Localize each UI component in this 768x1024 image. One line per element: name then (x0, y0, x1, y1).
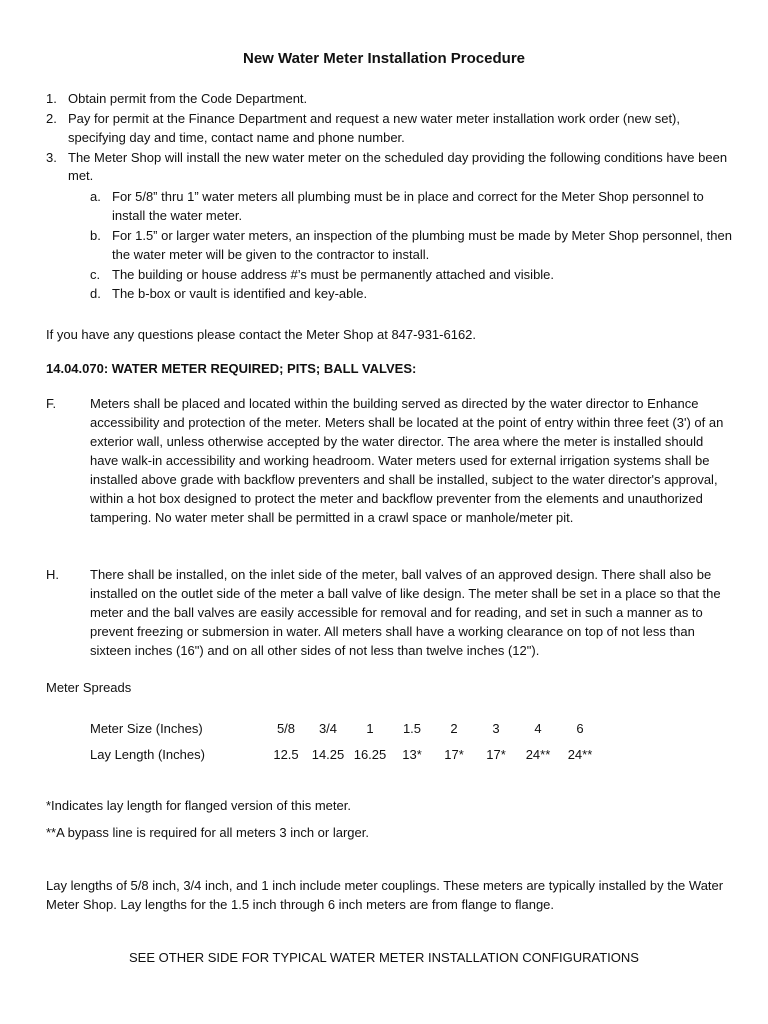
condition-letter: c. (90, 266, 101, 282)
footnote-bypass: **A bypass line is required for all meters 3 inch or larger. (46, 825, 369, 840)
condition-letter: a. (90, 189, 101, 205)
step-item (46, 149, 736, 187)
step-number: 2. (46, 110, 57, 126)
table-cell: 17* (486, 746, 506, 762)
step-item (46, 90, 736, 109)
step-number: 1. (46, 91, 57, 106)
table-cell: 6 (576, 720, 584, 736)
step-text: Pay for permit at the Finance Department and request a new water meter installation work order (new set), specifying day and time, contact name and phone number. (68, 110, 681, 145)
closing-paragraph: Lay lengths of 5/8 inch, 3/4 inch, and 1 inch include meter couplings. These meters are typically installed by the Water Meter Shop. Lay lengths for the 1.5 inch through 6 inch meters are from flange to flange. (46, 878, 724, 912)
table-cell: 14.25 (311, 746, 345, 762)
condition-item (90, 188, 736, 226)
table-cell: 24** (567, 746, 593, 762)
condition-text: The building or house address #’s must be permanently attached and visible. (112, 266, 555, 282)
code-paragraph-f (46, 394, 726, 527)
table-cell: 12.5 (273, 746, 299, 762)
step-number: 3. (46, 149, 57, 165)
condition-list (46, 188, 736, 304)
meter-spreads-table (90, 716, 601, 768)
table-cell: 1.5 (402, 720, 422, 736)
section-heading: 14.04.070: WATER METER REQUIRED; PITS; BALL VALVES: (46, 361, 417, 376)
row-label: Lay Length (Inches) (90, 746, 205, 762)
table-cell: 2 (450, 720, 458, 736)
table-cell: 1 (366, 720, 374, 736)
condition-text: For 5/8” thru 1” water meters all plumbing must be in place and correct for the Meter Shop personnel to install the water meter. (112, 189, 704, 224)
footnote-flanged: *Indicates lay length for flanged version of this meter. (46, 798, 351, 813)
table-cell: 5/8 (276, 720, 296, 736)
table-cell: 3 (492, 720, 500, 736)
table-cell: 4 (534, 720, 542, 736)
condition-item (90, 227, 736, 265)
meter-spreads-heading: Meter Spreads (46, 680, 132, 695)
table-cell: 24** (525, 746, 551, 762)
paragraph-letter: H. (46, 567, 59, 582)
table-cell: 3/4 (318, 720, 338, 736)
table-cell: 16.25 (353, 746, 387, 762)
condition-letter: d. (90, 286, 101, 302)
contact-line: If you have any questions please contact the Meter Shop at 847-931-6162. (46, 327, 477, 342)
row-label: Meter Size (Inches) (90, 720, 203, 736)
table-row (90, 742, 601, 768)
code-paragraph-h (46, 565, 726, 660)
step-text: Obtain permit from the Code Department. (68, 91, 308, 106)
footer-note: SEE OTHER SIDE FOR TYPICAL WATER METER INSTALLATION CONFIGURATIONS (129, 950, 639, 965)
condition-text: For 1.5” or larger water meters, an inspection of the plumbing must be made by Meter Shop personnel, then the water meter will be given to the contractor to install. (112, 227, 732, 262)
condition-item (90, 266, 736, 285)
table-cell: 13* (402, 746, 422, 762)
step-item (46, 110, 736, 148)
table-row (90, 716, 601, 742)
step-text: The Meter Shop will install the new water meter on the scheduled day providing the following conditions have been met. (68, 149, 728, 184)
page-title: New Water Meter Installation Procedure (242, 50, 525, 67)
condition-letter: b. (90, 227, 101, 243)
paragraph-letter: F. (46, 396, 57, 411)
condition-item (90, 285, 736, 304)
paragraph-text: There shall be installed, on the inlet side of the meter, ball valves of an approved design. There shall also be installed on the outlet side of the meter a ball valve of like design. The meter shall be set in a place so that the meter and the ball valves are easily accessible for removal and for reading, and set in such a manner as to prevent freezing or submersion in water. All meters shall have a working clearance on top of not less than sixteen inches (16") and on all other sides of not less than twelve inches (12"). (90, 567, 721, 658)
condition-text: The b-box or vault is identified and key-able. (112, 286, 368, 302)
procedure-steps (46, 90, 736, 305)
paragraph-text: Meters shall be placed and located within the building served as directed by the water director to Enhance accessibility and protection of the meter. Meters shall be located at the point of entry within three feet (3') of an exterior wall, unless otherwise accepted by the water director. The area where the meter is installed should have walk-in accessibility and working headroom. Water meters used for external irrigation systems shall be installed above grade with backflow preventers and shall be installed, subject to the water director's approval, within a hot box designed to protect the meter and backflow preventer from the elements and unauthorized tampering. No water meter shall be permitted in a crawl space or manhole/meter pit. (90, 396, 724, 525)
table-cell: 17* (444, 746, 464, 762)
